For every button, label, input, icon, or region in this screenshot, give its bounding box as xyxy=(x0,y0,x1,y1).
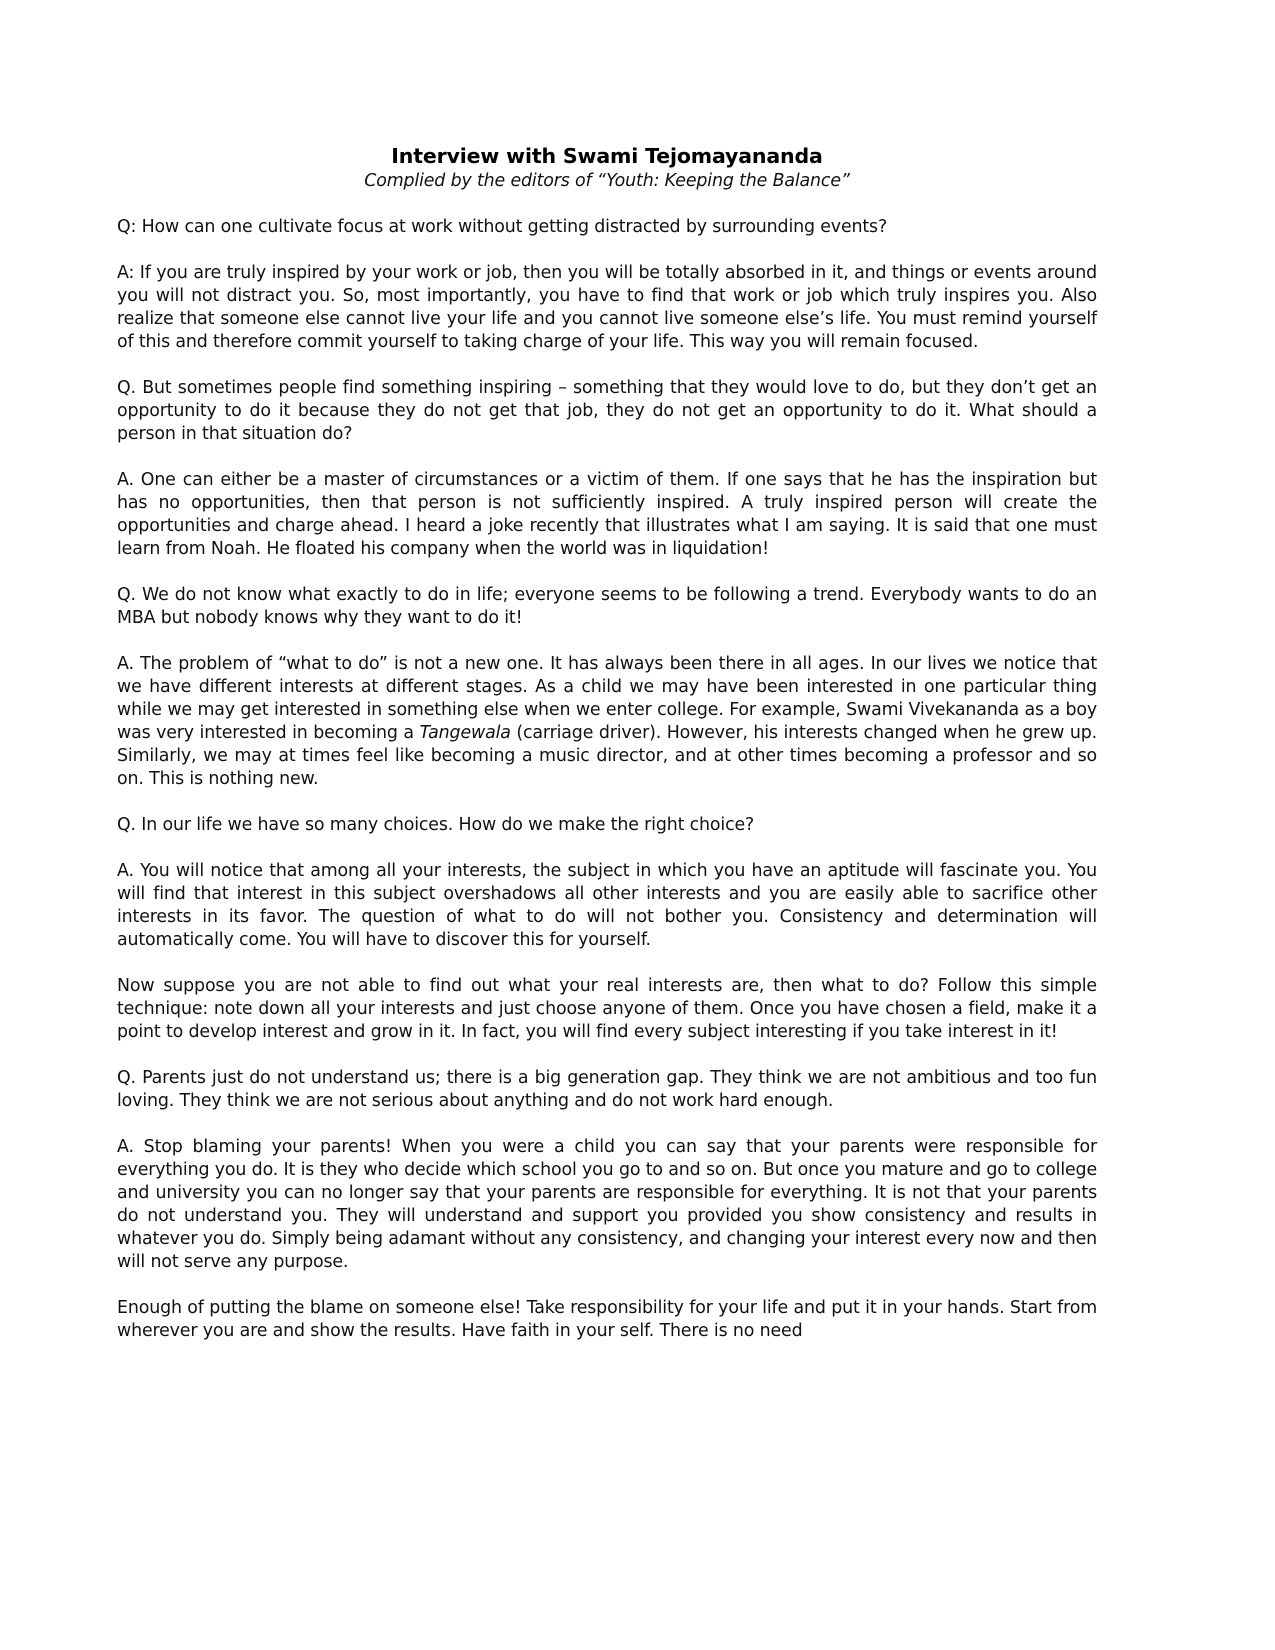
answer-text-end: (carriage driver). However, his interests changed when he grew up. Similarly, we may at times feel like becoming a music director, and at other times becoming a professor and so on. This is nothing new. xyxy=(117,723,1097,789)
answer-paragraph: A: If you are truly inspired by your work or job, then you will be totally absorbed in it, and things or events around you will not distract you. So, most importantly, you have to find that work or job which truly inspires you. Also realize that someone else cannot live your life and you cannot live someone else’s life. You must remind yourself of this and therefore commit yourself to taking charge of your life. This way you will remain focused. xyxy=(117,263,1097,352)
question-paragraph: Q. In our life we have so many choices. How do we make the right choice? xyxy=(117,815,755,835)
answer-paragraph: A. Stop blaming your parents! When you were a child you can say that your parents were responsible for everything you do. It is they who decide which school you go to and so on. But once you mature and go to college and university you can no longer say that your parents are responsible for everything. It is not that your parents do not understand you. They will understand and support you provided you show consistency and results in whatever you do. Simply being adamant without any consistency, and changing your interest every now and then will not serve any purpose. xyxy=(117,1137,1097,1272)
answer-paragraph xyxy=(117,653,1097,791)
question-paragraph: Q. But sometimes people find something inspiring – something that they would love to do, but they don’t get an opportunity to do it because they do not get that job, they do not get an opportunity to do it. What should a person in that situation do? xyxy=(117,378,1097,444)
answer-text-start: A. The problem of “what to do” is not a new one. It has always been there in all ages. In our lives we notice that we have different interests at different stages. As a child we may have been interested in one particular thing while we may get interested in something else when we enter college. For example, Swami Vivekananda as a boy was very interested in becoming a xyxy=(117,654,1097,743)
answer-paragraph: A. You will notice that among all your interests, the subject in which you have an aptitude will fascinate you. You will find that interest in this subject overshadows all other interests and you are easily able to sacrifice other interests in its favor. The question of what to do will not bother you. Consistency and determination will automatically come. You will have to discover this for yourself. xyxy=(117,861,1097,950)
answer-paragraph: A. One can either be a master of circumstances or a victim of them. If one says that he has the inspiration but has no opportunities, then that person is not sufficiently inspired. A truly inspired person will create the opportunities and charge ahead. I heard a joke recently that illustrates what I am saying. It is said that one must learn from Noah. He floated his company when the world was in liquidation! xyxy=(117,470,1097,559)
document-subtitle: Complied by the editors of “Youth: Keeping the Balance” xyxy=(364,171,850,191)
question-paragraph: Q: How can one cultivate focus at work without getting distracted by surrounding events? xyxy=(117,217,888,237)
answer-continuation-paragraph: Now suppose you are not able to find out what your real interests are, then what to do? Follow this simple technique: note down all your interests and just choose anyone of them. Once you have chosen a field, make it a point to develop interest and grow in it. In fact, you will find every subject interesting if you take interest in it! xyxy=(117,976,1097,1042)
question-paragraph: Q. We do not know what exactly to do in life; everyone seems to be following a trend. Everybody wants to do an MBA but nobody knows why they want to do it! xyxy=(117,585,1097,628)
answer-continuation-paragraph: Enough of putting the blame on someone else! Take responsibility for your life and put it in your hands. Start from wherever you are and show the results. Have faith in your self. There is no need xyxy=(117,1298,1097,1341)
document-page xyxy=(117,142,1097,1366)
document-title: Interview with Swami Tejomayananda xyxy=(391,144,823,168)
answer-italic-term: Tangewala xyxy=(419,723,511,743)
question-paragraph: Q. Parents just do not understand us; there is a big generation gap. They think we are not ambitious and too fun loving. They think we are not serious about anything and do not work hard enough. xyxy=(117,1068,1097,1111)
